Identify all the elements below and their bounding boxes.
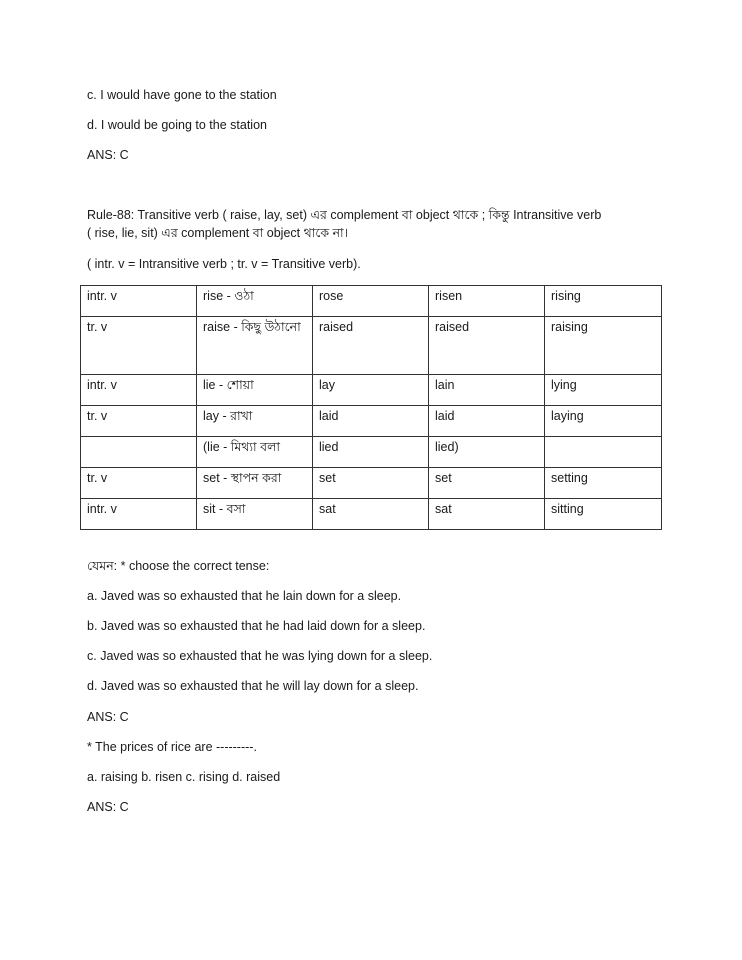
question-2-prompt: * The prices of rice are ---------. [87,740,257,754]
table-cell-past: rose [313,286,429,317]
answer-line: ANS: C [87,148,129,162]
table-cell-present-participle: raising [545,317,662,375]
table-cell-verb-meaning: rise - ওঠা [197,286,313,317]
option-d-line: d. I would be going to the station [87,118,267,132]
question-2-answer: ANS: C [87,800,129,814]
rule-88-line-1: Rule-88: Transitive verb ( raise, lay, set) এর complement বা object থাকে ; কিন্তু Intransitive verb [87,208,602,222]
table-row [81,437,662,468]
table-row [81,468,662,499]
table-cell-present-participle: rising [545,286,662,317]
example-option-a: a. Javed was so exhausted that he lain down for a sleep. [87,589,402,603]
example-option-c: c. Javed was so exhausted that he was lying down for a sleep. [87,649,433,663]
table-cell-verb-meaning: (lie - মিথ্যা বলা [197,437,313,468]
table-cell-present-participle: setting [545,468,662,499]
table-cell-verb-type [81,437,197,468]
table-cell-past: lied [313,437,429,468]
table-cell-past: laid [313,406,429,437]
table-row [81,499,662,530]
table-cell-verb-meaning: set - স্থাপন করা [197,468,313,499]
table-cell-present-participle: lying [545,375,662,406]
question-2-options: a. raising b. risen c. rising d. raised [87,770,281,784]
table-cell-past: lay [313,375,429,406]
table-cell-past: sat [313,499,429,530]
table-cell-verb-type: intr. v [81,499,197,530]
table-cell-verb-type: intr. v [81,375,197,406]
table-cell-past-participle: set [429,468,545,499]
verb-forms-table [80,285,662,530]
example-option-b: b. Javed was so exhausted that he had laid down for a sleep. [87,619,426,633]
table-cell-past-participle: laid [429,406,545,437]
table-cell-verb-type: tr. v [81,317,197,375]
table-cell-verb-type: tr. v [81,406,197,437]
option-c-line: c. I would have gone to the station [87,88,277,102]
example-answer: ANS: C [87,710,129,724]
table-row [81,406,662,437]
example-option-d: d. Javed was so exhausted that he will lay down for a sleep. [87,679,419,693]
table-cell-verb-meaning: lay - রাখা [197,406,313,437]
table-row [81,286,662,317]
table-row [81,317,662,375]
table-cell-past-participle: risen [429,286,545,317]
table-cell-verb-type: intr. v [81,286,197,317]
abbreviation-legend: ( intr. v = Intransitive verb ; tr. v = Transitive verb). [87,257,361,271]
table-cell-verb-meaning: lie - শোয়া [197,375,313,406]
rule-88-line-2: ( rise, lie, sit) এর complement বা object থাকে না। [87,226,349,240]
table-cell-present-participle [545,437,662,468]
table-cell-past: raised [313,317,429,375]
table-cell-verb-meaning: raise - কিছু উঠানো [197,317,313,375]
table-cell-verb-type: tr. v [81,468,197,499]
table-cell-past-participle: sat [429,499,545,530]
table-cell-verb-meaning: sit - বসা [197,499,313,530]
table-cell-present-participle: laying [545,406,662,437]
table-cell-present-participle: sitting [545,499,662,530]
table-cell-past-participle: raised [429,317,545,375]
table-cell-past: set [313,468,429,499]
example-heading: যেমন: * choose the correct tense: [87,559,270,573]
table-row [81,375,662,406]
table-cell-past-participle: lain [429,375,545,406]
table-cell-past-participle: lied) [429,437,545,468]
